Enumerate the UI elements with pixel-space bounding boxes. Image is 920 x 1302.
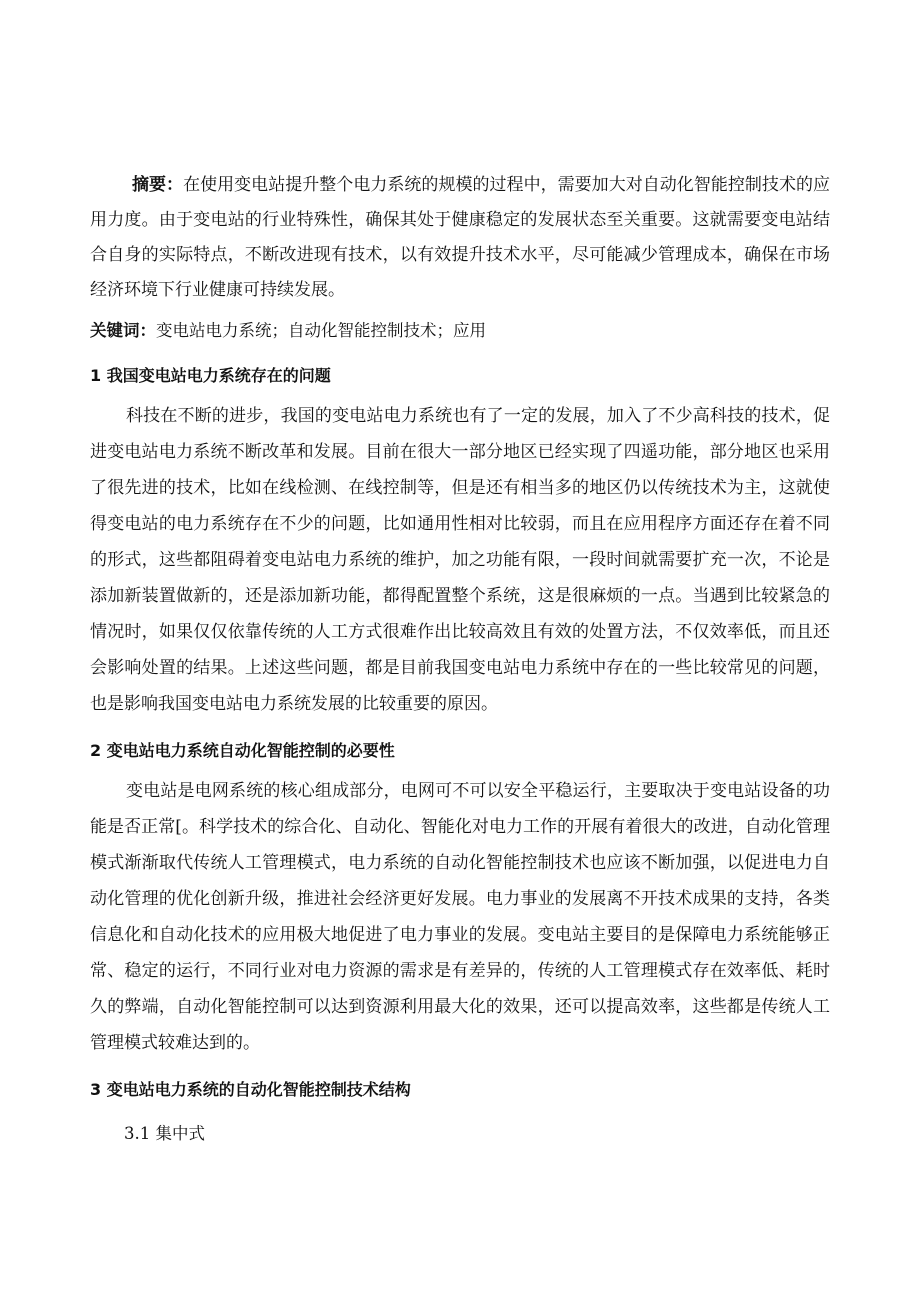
keywords-text: 变电站电力系统；自动化智能控制技术；应用 (156, 321, 486, 340)
section-3-title: 3 变电站电力系统的自动化智能控制技术结构 (90, 1080, 411, 1099)
section-1-title: 1 我国变电站电力系统存在的问题 (90, 366, 331, 385)
section-1-paragraph: 科技在不断的进步，我国的变电站电力系统也有了一定的发展，加入了不少高科技的技术，促进变电站电力系统不断改革和发展。目前在很大一部分地区已经实现了四遥功能，部分地区也采用了很先进的技术，比如在线检测、在线控制等，但是还有相当多的地区仍以传统技术为主，这就使得变电站的电力系统存在不少的问题，比如通用性相对比较弱，而且在应用程序方面还存在着不同的形式，这些都阻碍着变电站电力系统的维护，加之功能有限，一段时间就需要扩充一次，不论是添加新装置做新的，还是添加新功能，都得配置整个系统，这是很麻烦的一点。当遇到比较紧急的情况时，如果仅仅依靠传统的人工方式很难作出比较高效且有效的处置方法，不仅效率低，而且还会影响处置的结果。上述这些问题，都是目前我国变电站电力系统中存在的一些比较常见的问题，也是影响我国变电站电力系统发展的比较重要的原因。 (90, 406, 830, 714)
keywords-line (90, 315, 830, 347)
section-2-paragraph: 变电站是电网系统的核心组成部分，电网可不可以安全平稳运行，主要取决于变电站设备的功能是否正常[。科学技术的综合化、自动化、智能化对电力工作的开展有着很大的改进，自动化管理模式渐渐取代传统人工管理模式，电力系统的自动化智能控制技术也应该不断加强，以促进电力自动化管理的优化创新升级，推进社会经济更好发展。电力事业的发展离不开技术成果的支持，各类信息化和自动化技术的应用极大地促进了电力事业的发展。变电站主要目的是保障电力系统能够正常、稳定的运行，不同行业对电力资源的需求是有差异的，传统的人工管理模式存在效率低、耗时久的弊端，自动化智能控制可以达到资源利用最大化的效果，还可以提高效率，这些都是传统人工管理模式较难达到的。 (90, 781, 830, 1053)
abstract-paragraph (90, 168, 830, 308)
abstract-label: 摘要： (132, 175, 184, 195)
section-2-title: 2 变电站电力系统自动化智能控制的必要性 (90, 741, 395, 760)
subsection-3-1-title: 3.1 集中式 (124, 1124, 205, 1143)
keywords-label: 关键词： (90, 321, 156, 340)
abstract-text: 在使用变电站提升整个电力系统的规模的过程中，需要加大对自动化智能控制技术的应用力度。由于变电站的行业特殊性，确保其处于健康稳定的发展状态至关重要。这就需要变电站结合自身的实际特点，不断改进现有技术，以有效提升技术水平，尽可能减少管理成本，确保在市场经济环境下行业健康可持续发展。 (90, 175, 831, 300)
document-page (90, 168, 830, 1150)
